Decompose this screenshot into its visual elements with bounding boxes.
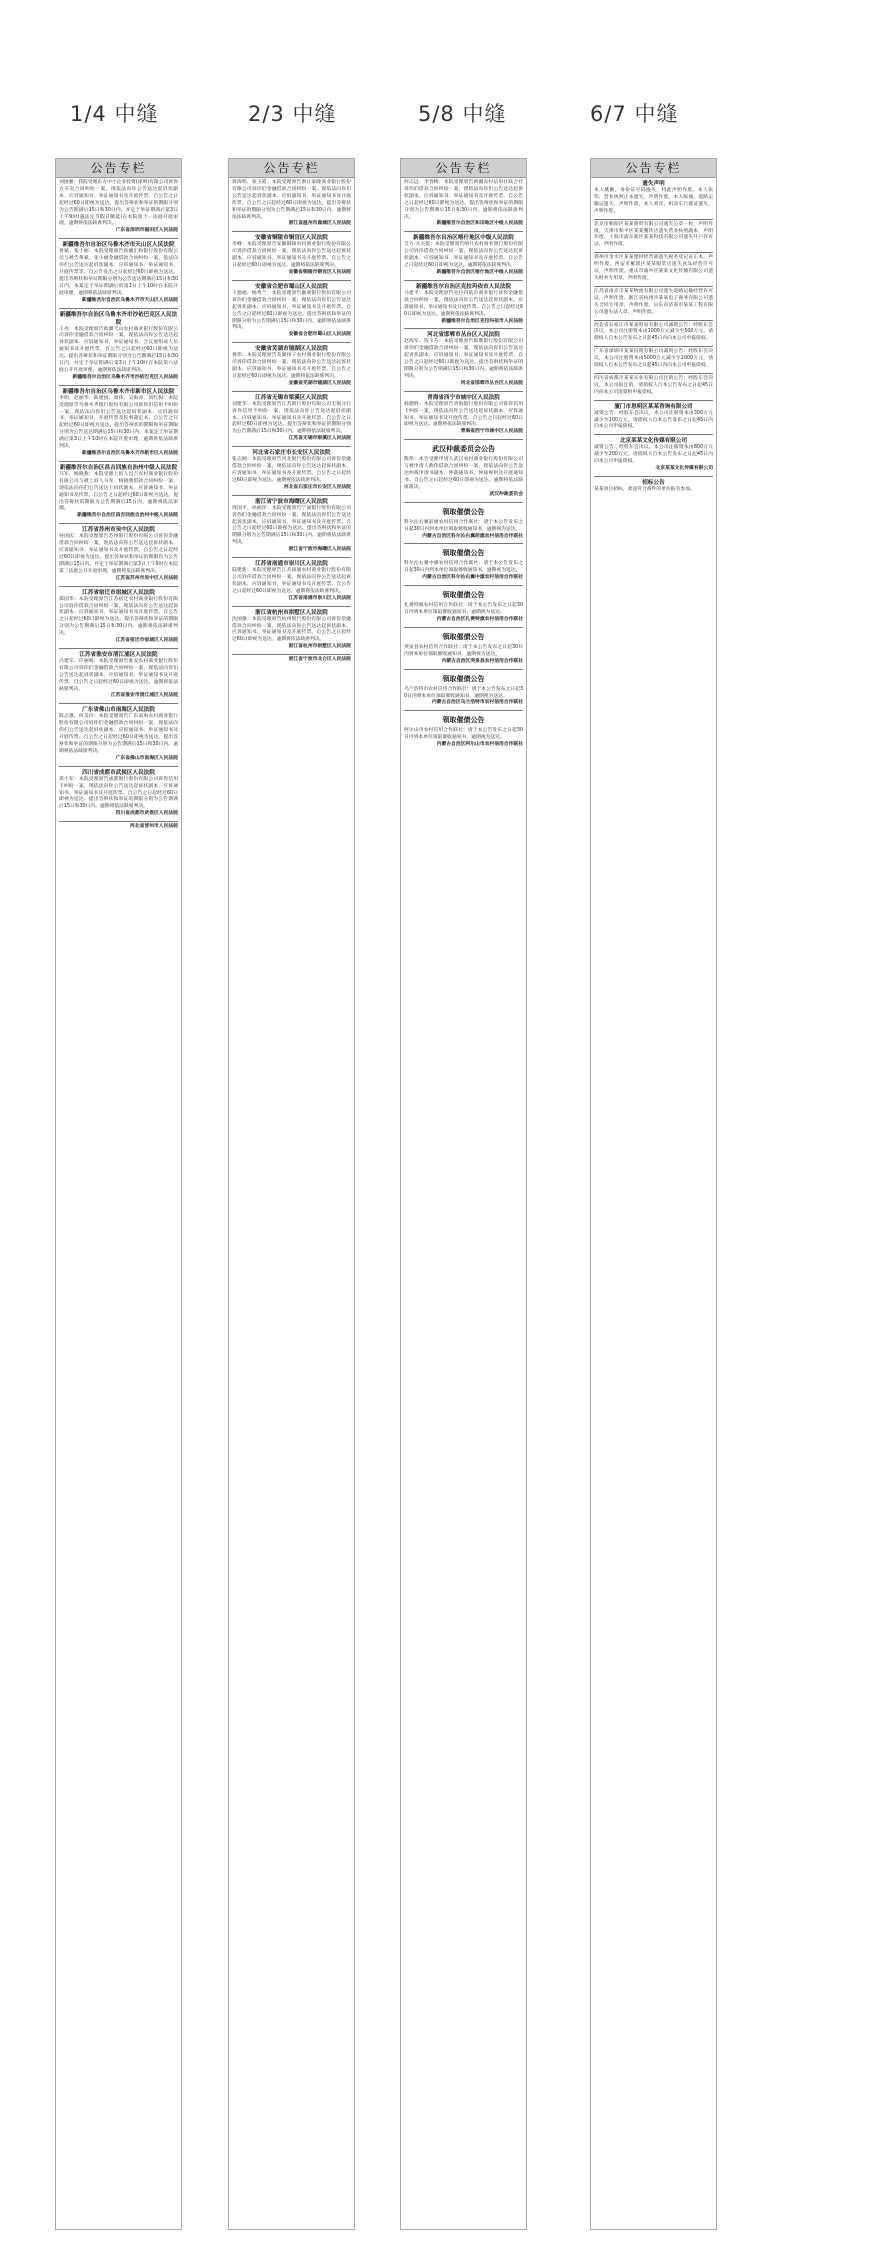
notice-block [594,286,713,317]
notice-signature: 新疆维吾尔自治区克拉玛依市人民法院 [441,318,523,324]
column-3 [400,158,527,2230]
divider [232,606,351,607]
divider [594,286,713,287]
column-4 [590,158,717,2230]
notice-block [594,434,713,473]
notice-text: 冯建军、许丽娟：本院受理原告淮安农村商业银行股份有限公司诉你们金融借款合同纠纷一案，现依法向你们公告送达起诉状副本、应诉通知书、举证通知书及开庭传票。自公告之日起经过60日即视为送达。逾期将依法缺席判决。 [59,658,178,692]
divider [59,238,178,239]
notice-text: 沈国强：本院受理原告杭州银行股份有限公司诉你金融借款合同纠纷一案，现依法向你公告送达起诉状副本、应诉通知书、举证通知书及开庭传票。自公告之日起经过60日即视为送达。逾期将依法缺席判决。 [232,616,351,643]
notice-title: 安徽省芜湖市镜湖区人民法院 [255,346,328,353]
notice-signature: 内蒙古自治区突泉县农村信用合作联社 [441,658,523,664]
notice-signature: 江苏省宿迁市宿城区人民法院 [115,638,178,644]
notice-title: 北京某某文化传媒有限公司 [619,438,688,445]
notice-text: 韩德胜：本院受理原告青海银行股份有限公司诉你信用卡纠纷一案，现依法向你公告送达起诉状副本、应诉通知书、举证通知书及开庭传票。自公告之日起经过60日即视为送达。逾期将依法缺席判决。 [404,401,523,428]
notice-block [59,766,178,818]
notice-title: 四川省成都市武侯区人民法院 [82,769,155,776]
notice-signature: 江苏省无锡市梁溪区人民法院 [288,436,351,442]
notice-block [232,180,351,228]
notice-text: 乌兰浩特市农村信用合作联社：请于本公告发布之日起30日内到本单位领取催收通知书，逾期视为送达。 [404,686,523,699]
notice-text: 黄斌、张小丽：本院受理原告新疆汇和银行股份有限公司与被告黄斌、张小丽金融借款合同纠纷一案，依法向你们公告送达起诉状副本、应诉通知书、举证通知书、开庭传票等。自公告发出之日起经过60日即视为送达。提出答辩状和举证期限分别为公告送达期满后15日和30日内。本案定于举证期满后的第3日上午10时在本院开庭审理，逾期将依法缺席判决。 [59,249,178,296]
divider [404,669,523,670]
notice-text: 刘国强：我院受理东方中小企业投资(深圳)有限公司诉你方买卖合同纠纷一案，现依法向你公告送达起诉状副本、应诉通知书、举证通知书及开庭传票。自公告之日起经过60日即视为送达。提出答辩状和举证的期限分别为公告期满后15日和30日内。并定于举证期满后第3日上午9时(遇法定节假日顺延)在本院第十一法庭开庭审理，逾期将依法缺席判决。 [59,180,178,227]
divider [594,434,713,435]
notice-text: 减资公告：经股东会决议，本公司注册资本由300万元减少至100万元，请债权人自本公告发布之日起45日内向本公司申报债权。 [594,410,713,430]
divider [59,766,178,767]
notice-title: 新疆维吾尔自治区喀什地区中级人民法院 [413,235,514,242]
divider [59,586,178,587]
notice-block [59,308,178,382]
divider [404,391,523,392]
notice-block [59,385,178,458]
column-header: 公告专栏 [56,159,181,178]
divider [404,439,523,440]
notice-text: 江苏省南京市某某物流有限公司遗失道路运输经营许可证，声明作废。浙江省杭州市某某电子商务有限公司遗失合同专用章，声明作废。山东省济南市某某工程有限公司遗失法人章，声明作废。 [594,288,713,315]
notice-title: 江苏省南通市崇川区人民法院 [255,561,328,568]
notice-signature: 四川省成都市武侯区人民法院 [115,811,178,817]
column-header: 公告专栏 [401,159,526,178]
notice-text: 科尔沁右翼前旗农村信用合作联社：请于本公告发布之日起30日内到本单位领取催收通知书，逾期视为送达。 [404,519,523,532]
notice-block [59,586,178,645]
notice-title: 领取催债公告 [442,591,485,600]
notice-block [594,180,713,216]
notice-title: 武汉仲裁委员会公告 [432,445,495,454]
notice-text: 本人姚勤，身份证号码遗失，特此声明作废。本人张伟，营业执照正本遗失，声明作废。本人陈丽，道路运输证遗失，声明作废。本人刘洋，机动车行驶证遗失，声明作废。 [594,188,713,214]
divider [404,585,523,586]
notice-signature: 武汉仲裁委员会 [489,491,523,497]
notice-block [59,703,178,762]
notice-title: 新疆维吾尔自治区乌鲁木齐市新市区人民法院 [62,388,175,395]
notice-text: 王德福、杨秀兰：本院受理原告徽商银行股份有限公司诉你们金融借款合同纠纷一案，现依法向你们公告送达起诉状副本、应诉通知书、举证通知书及开庭传票。自公告之日起经过60日即视为送达。提出答辩状和举证的期限分别为公告期满后15日和30日内。逾期将依法缺席判决。 [232,290,351,331]
notice-title: 江苏省宿迁市宿城区人民法院 [82,589,155,596]
notice-title: 新疆维吾尔自治区克拉玛依市人民法院 [415,283,512,290]
notice-block [232,654,351,664]
notice-text: 熊伟：本会受理申请人武汉农村商业银行股份有限公司与被申请人熊伟借款合同纠纷一案，现依法向你公告送达仲裁申请书副本、仲裁通知书、仲裁规则及开庭通知书。自公告之日起经过60日即视为送达。逾期将依法缺席裁决。 [404,457,523,490]
notice-signature: 内蒙古自治区阿尔山市农村信用合作联社 [436,742,523,748]
divider [59,703,178,704]
notice-signature: 河北省晋州市人民法院 [130,824,178,830]
notice-signature: 内蒙古自治区乌兰浩特市农村信用合作联社 [431,700,523,706]
notice-block [59,180,178,235]
divider [232,280,351,281]
notice-block [594,252,713,283]
divider [404,627,523,628]
notice-text: 减资公告：经股东会决议，本公司注册资本由800万元减少至200万元，请债权人自本公告发布之日起45日内向本公司申报债权。 [594,445,713,465]
notice-signature: 河北省石家庄市长安区人民法院 [283,484,351,490]
label-4: 6/7 中缝 [590,102,679,126]
notice-signature: 青海省西宁市城中区人民法院 [460,429,523,435]
notice-title: 领取催债公告 [442,549,485,558]
notice-text: 郑州市金水区某某建材经营部遗失税务登记证正本，声明作废。西安市雁塔区某某服装店遗失食品经营许可证，声明作废。重庆市渝中区某某文化传播有限公司遗失财务专用章，声明作废。 [594,255,713,281]
notice-text: 北京市朝阳区某某商贸有限公司遗失公章一枚，声明作废。天津市和平区某某餐饮店遗失营业执照副本，声明作废。上海市浦东新区某某科技有限公司遗失开户许可证，声明作废。 [594,221,713,248]
notice-text: 河北省石家庄市某某贸易有限公司减资公告：经股东会决议，本公司注册资本由1000万元减少至500万元，请债权人自本公告发布之日起45日内向本公司申报债权。 [594,322,713,342]
label-3: 5/8 中缝 [418,102,507,126]
notice-block [59,648,178,700]
notice-title: 领取催债公告 [442,716,485,725]
notice-text: 陈志强、何美玲：本院受理原告广东南海农村商业银行股份有限公司诉你们金融借款合同纠纷一案，现依法向你们公告送达起诉状副本、应诉通知书、举证通知书及开庭传票。自公告之日起经过60日即视为送达。提出答辩状和举证的期限分别为公告期满后15日和30日内。逾期将依法缺席判决。 [59,714,178,754]
notice-block [594,476,713,494]
notice-block [594,400,713,432]
notice-block [594,320,713,344]
notice-title: 江苏省淮安市清江浦区人民法院 [79,651,158,658]
notice-block [404,231,523,277]
notice-signature: 新疆维吾尔自治区喀什地区中级人民法院 [436,269,523,275]
divider [594,400,713,401]
notice-text: 某某项目招标，欢迎符合条件的单位报名参加。 [594,487,695,492]
divider [59,385,178,386]
divider [594,320,713,321]
notice-signature: 江苏省南通市崇川区人民法院 [288,595,351,601]
label-2: 2/3 中缝 [248,102,337,126]
notice-signature: 内蒙古自治区扎赉特旗农村信用合作联社 [436,616,523,622]
notice-title: 江苏省无锡市梁溪区人民法院 [255,394,328,401]
notice-block [232,557,351,603]
notice-signature: 江苏省淮安市清江浦区人民法院 [110,693,178,699]
notice-text: 四川省成都市某某实业有限公司注销公告：经股东会决议，本公司拟注销，请债权人自本公告发布之日起45日内向本公司清算组申报债权。 [594,375,713,395]
divider [404,231,523,232]
notice-signature: 新疆维吾尔自治区乌鲁木齐市新市区人民法院 [82,451,178,456]
notice-signature: 浙江省宁波市海曙区人民法院 [288,547,351,553]
divider [404,328,523,329]
divider [404,543,523,544]
notice-block [232,342,351,388]
notice-title: 遗失声明 [642,181,665,187]
notice-signature: 新疆维吾尔自治区昌吉回族自治州中级人民法院 [77,513,178,519]
notice-text: 艾力·买买提：本院受理原告喀什农村商业银行股份有限公司诉你借款合同纠纷一案，现依法向你公告送达起诉状副本、应诉通知书、举证通知书及开庭传票。自公告之日起经过60日即视为送达。逾期将依法缺席判决。 [404,242,523,269]
notice-block [594,346,713,370]
divider [594,476,713,477]
notice-block [594,373,713,397]
notice-text: 黄伟：本院受理原告芜湖扬子农村商业银行股份有限公司诉你借款合同纠纷一案，现依法向你公告送达起诉状副本、应诉通知书、举证通知书及开庭传票。自公告之日起经过60日即视为送达。逾期将依法缺席判决。 [232,353,351,379]
notice-text: 阿尔山市农村信用合作联社：请于本公告发布之日起30日内到本单位领取催收通知书，逾期视为送达。 [404,728,523,741]
notice-signature: 新疆维吾尔自治区和田地区中级人民法院 [436,221,523,227]
divider [404,280,523,281]
notice-text: 广东省深圳市某某投资有限公司减资公告：经股东会决议，本公司注册资本由5000万元减少至2000万元，请债权人自本公告发布之日起45日内向本公司申报债权。 [594,349,713,369]
notice-title: 河北省邯郸市丛台区人民法院 [427,332,500,339]
notice-block [59,821,178,831]
column-body [229,178,354,669]
notice-signature: 广东省佛山市南海区人民法院 [115,755,178,761]
notice-block [59,461,178,520]
notice-text: 赵海军、钱玉芬：本院受理原告邯郸银行股份有限公司诉你们金融借款合同纠纷一案，现依法向你们公告送达起诉状副本、应诉通知书、举证通知书及开庭传票。自公告之日起经过60日即视为送达。提出答辩状和举证的期限分别为公告期满后15日和30日内。逾期将依法缺席判决。 [404,339,523,379]
column-header: 公告专栏 [591,159,716,178]
divider [232,654,351,655]
divider [232,495,351,496]
notice-title: 青海省西宁市城中区人民法院 [427,394,500,401]
divider [59,821,178,822]
divider [59,308,178,309]
notice-title: 浙江省宁波市海曙区人民法院 [255,498,328,505]
notice-text: 王亮：本院受理原告新疆天山农村商业银行股份有限公司诉你金融借款合同纠纷一案，现依法向你公告送达起诉状副本、应诉通知书、举证通知书、合议庭组成人员通知书及开庭传票。自公告之日起经过60日即视为送达。提出答辩状和举证期限分别为公告期满后15日和30日内，并定于举证期满后第3日上午10时在本院第六法庭公开开庭审理，逾期将依法缺席判决。 [59,326,178,373]
notice-block [404,543,523,582]
divider [59,461,178,462]
notice-title: 广东省佛山市南海区人民法院 [82,707,155,714]
notice-title: 领取催债公告 [442,674,485,683]
notice-signature: 浙江省宁波市北仑区人民法院 [288,657,351,663]
notice-title: 安徽省铜陵市铜官区人民法院 [255,235,328,242]
notice-signature: 安徽省铜陵市铜官区人民法院 [288,269,351,275]
notice-block [404,280,523,326]
notice-title: 新疆维吾尔自治区乌鲁木齐市天山区人民法院 [62,242,175,249]
notice-text: 李峰：本院受理原告安徽铜陵农村商业银行股份有限公司诉你借款合同纠纷一案，现依法向你公告送达起诉状副本、应诉通知书、举证通知书及开庭传票。自公告之日起经过60日即视为送达。逾期将依法缺席判决。 [232,242,351,269]
notice-title: 浙江省杭州市拱墅区人民法院 [255,609,328,616]
notice-text: 何志远、李春梅：本院受理原告新疆农村信用社联合社诉你们借款合同纠纷一案，现依法向你们公告送达起诉状副本、应诉通知书、举证通知书及开庭传票。自公告之日起经过60日即视为送达。提出答辩状和举证的期限分别为公告期满后15日和30日内。逾期将依法缺席判决。 [404,180,523,220]
notice-text: 突泉县农村信用合作联社：请于本公告发布之日起30日内到本单位领取催收通知书，逾期视为送达。 [404,644,523,657]
notice-text: 马军、杨晓燕：本院受理上诉人昌吉农村商业银行股份有限公司与被上诉人马军、杨晓燕借款合同纠纷一案，现依法向你们公告送达上诉状副本、应诉通知书、举证通知书及传票。自公告之日起经过60日即视为送达。提出答辩状的期限为公告期满后15日内，逾期将依法审理。 [59,471,178,512]
notice-signature: 新疆维吾尔自治区乌鲁木齐市天山区人民法院 [82,297,178,303]
notice-signature: 浙江省温州市鹿城区人民法院 [288,221,351,227]
notice-signature: 新疆维吾尔自治区乌鲁木齐市沙依巴克区人民法院 [72,374,178,380]
notice-text: 刘建华：本院受理原告江苏银行股份有限公司无锡分行诉你信用卡纠纷一案，现依法向你公告送达起诉状副本、应诉通知书、举证通知书及开庭传票。自公告之日起经过60日即视为送达。提出答辩状和举证的期限分别为公告期满后15日和30日内。逾期将依法缺席判决。 [232,401,351,435]
notice-title: 新疆维吾尔自治区乌鲁木齐市沙依巴克区人民法院 [59,311,178,326]
divider [232,342,351,343]
notice-signature: 安徽省芜湖市镜湖区人民法院 [288,380,351,386]
divider [404,710,523,711]
notice-signature: 内蒙古自治区科尔沁右翼中旗农村信用合作联社 [422,575,523,581]
notice-title: 招标公告 [642,480,665,486]
divider [404,502,523,503]
divider [232,557,351,558]
notice-block [59,238,178,304]
notice-block [404,391,523,437]
notice-text: 李明、赵丽华、陈建国、周伟、吴海涛、刘红梅：本院受理原告乌鲁木齐银行股份有限公司诉你们信用卡纠纷一案，现依法向你们公告送达起诉状副本、应诉通知书、举证通知书、开庭传票及民事裁定书。自公告之日起经过60日即视为送达。提出答辩状的期限和举证期限分别为公告送达期满后15日和30日内，本案定于举证期满后第3日上午10时在本院开庭审理，逾期将依法缺席判决。 [59,395,178,450]
notice-text: 陆建新：本院受理原告江苏南通农村商业银行股份有限公司诉你借款合同纠纷一案，现依法向你公告送达起诉状副本、应诉通知书、举证通知书及开庭传票。自公告之日起经过60日即视为送达。逾期将依法缺席判决。 [232,568,351,594]
notice-signature: 江苏省苏州市吴中区人民法院 [115,575,178,581]
notice-block [232,391,351,443]
notice-block [404,328,523,387]
notice-block [404,180,523,228]
column-header: 公告专栏 [229,159,354,178]
notice-text: 邓小军：本院受理原告成都银行股份有限公司诉你信用卡纠纷一案，现依法向你公告送达起诉状副本、应诉通知书、举证通知书及开庭传票。自公告之日起经过60日即视为送达。提出答辩状和举证的期限分别为公告期满后15日和30日内。逾期将依法缺席判决。 [59,776,178,810]
notice-title: 河北省石家庄市长安区人民法院 [252,450,331,457]
notice-signature: 浙江省杭州市拱墅区人民法院 [288,644,351,650]
notice-text: 周国平、孙丽萍：本院受理原告宁波银行股份有限公司诉你们金融借款合同纠纷一案，现依法向你们公告送达起诉状副本、应诉通知书、举证通知书及开庭传票。自公告之日起经过60日即视为送达。提出答辩状和举证的期限分别为公告期满后15日和30日内。逾期将依法缺席判决。 [232,505,351,546]
notice-signature: 广东省深圳市福田区人民法院 [115,228,178,234]
column-1 [55,158,182,2230]
notice-title: 领取催债公告 [442,507,485,516]
notice-block [232,446,351,492]
notice-text: 科尔沁右翼中旗农村信用合作联社：请于本公告发布之日起30日内到本单位领取催收通知书，逾期视为送达。 [404,561,523,574]
divider [232,391,351,392]
column-body [591,178,716,499]
notice-text: 马建平：本院受理原告克拉玛依市商业银行诉你金融借款合同纠纷一案，现依法向你公告送达起诉状副本、应诉通知书、举证通知书及开庭传票。自公告之日起经过60日即视为送达。逾期将依法缺席判决。 [404,290,523,317]
notice-block [404,502,523,541]
divider [232,446,351,447]
divider [594,373,713,374]
notice-block [59,523,178,582]
divider [59,523,178,524]
notice-block [404,669,523,708]
notice-title: 安徽省合肥市蜀山区人民法院 [255,283,328,290]
notice-block [404,439,523,498]
notice-signature: 河北省邯郸市丛台区人民法院 [460,380,523,386]
notice-block [232,606,351,652]
notice-title: 江苏省苏州市吴中区人民法院 [82,527,155,534]
notice-text: 蒋海明、张玉霞：本院受理原告浙江泰隆商业银行股份有限公司诉你们金融借款合同纠纷一案，现依法向你们公告送达起诉状副本、应诉通知书、举证通知书及开庭传票。自公告之日起经过60日即视为送达。提出答辩状和举证的期限分别为公告期满后15日和30日内。逾期将依法缺席判决。 [232,180,351,220]
notice-text: 郑国华：本院受理原告江苏宿迁农村商业银行股份有限公司诉你借款合同纠纷一案，现依法向你公告送达起诉状副本、应诉通知书、举证通知书及开庭传票。自公告之日起经过60日即视为送达。提出答辩状和举证的期限分别为公告期满后15日和30日内。逾期将依法缺席判决。 [59,596,178,637]
divider [594,252,713,253]
notice-block [232,231,351,277]
divider [59,648,178,649]
notice-signature: 安徽省合肥市蜀山区人民法院 [288,332,351,338]
column-body [56,178,181,836]
notice-signature: 北京某某文化传媒有限公司 [655,466,713,472]
notice-text: 扎赉特旗农村信用合作联社：请于本公告发布之日起30日内到本单位领取催收通知书，逾期视为送达。 [404,603,523,616]
divider [594,346,713,347]
column-body [401,178,526,754]
notice-block [594,219,713,250]
notice-block [404,627,523,666]
divider [232,231,351,232]
notice-block [232,280,351,339]
label-1: 1/4 中缝 [70,102,159,126]
notice-text: 张志刚：本院受理原告河北银行股份有限公司诉你金融借款合同纠纷一案，现依法向你公告送达起诉状副本、应诉通知书、举证通知书及开庭传票。自公告之日起经过60日即视为送达。逾期将依法缺席判决。 [232,457,351,483]
notice-title: 厦门市思明区某某咨询有限公司 [614,403,693,410]
column-2 [228,158,355,2230]
notice-block [232,495,351,554]
notice-block [404,710,523,749]
notice-title: 领取催债公告 [442,632,485,641]
notice-signature: 内蒙古自治区科尔沁右翼前旗农村信用合作联社 [422,533,523,539]
notice-block [404,585,523,624]
notice-title: 新疆维吾尔自治区昌吉回族自治州中级人民法院 [59,464,178,471]
notice-text: 孙国庆：本院受理原告苏州银行股份有限公司诉你金融借款合同纠纷一案，现依法向你公告送达起诉状副本、应诉通知书、举证通知书及开庭传票。自公告之日起经过60日即视为送达。提出答辩状和举证的期限均为公告期满后15日内。并定于举证期满后第3日上午9时在本院第三法庭公开开庭审理，逾期将依法缺席判决。 [59,534,178,574]
divider [594,219,713,220]
